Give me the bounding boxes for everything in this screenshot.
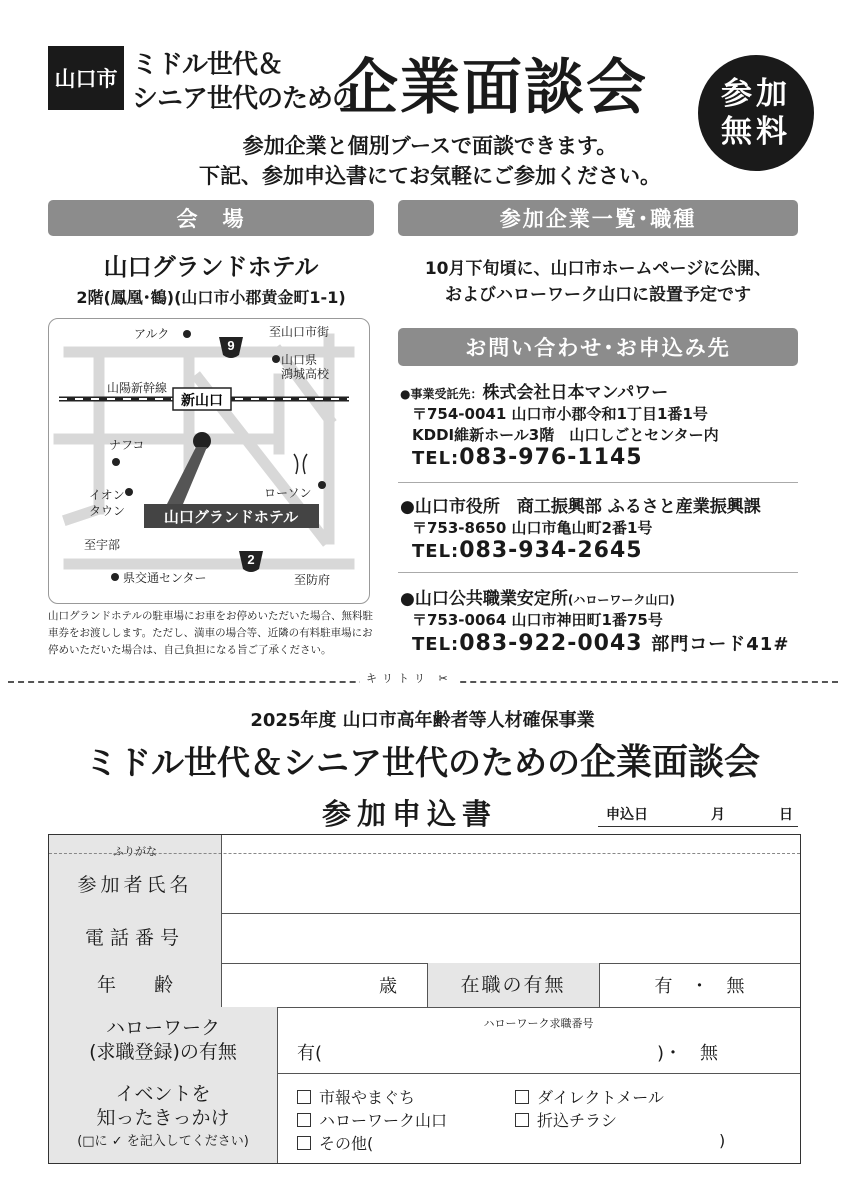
- cut-label: キリトリ ✂: [360, 670, 459, 686]
- hotel-address: 2階(鳳凰･鶴)(山口市小郡黄金町1-1): [76, 288, 346, 307]
- scissors-icon: ✂: [438, 672, 453, 685]
- map-to-yamaguchi: 至山口市街: [269, 325, 330, 339]
- hw-number-caption: ハローワーク求職番号: [483, 1017, 594, 1030]
- contact3-sub: (ハローワーク山口): [567, 593, 675, 607]
- contact2-addr: 〒753-8650 山口市亀山町2番1号: [412, 519, 653, 537]
- date-month: 月: [711, 807, 725, 823]
- event-label: [49, 1073, 277, 1163]
- contact2-name: ●山口市役所 商工振興部 ふるさと産業振興課: [400, 497, 761, 517]
- companies-heading: 参加企業一覧･職種: [398, 200, 798, 236]
- contact-1: [400, 378, 719, 470]
- venue-heading: 会 場: [48, 200, 374, 236]
- route2-shield: 2: [247, 552, 255, 567]
- contact3-code: 部門コード41#: [651, 634, 790, 655]
- age-unit: 歳: [379, 976, 397, 997]
- map-aeon-1: イオン: [89, 488, 125, 502]
- divider: [398, 572, 798, 573]
- free-line2: 無料: [721, 114, 791, 150]
- map-school-2: 鴻城高校: [281, 367, 330, 381]
- option-other[interactable]: その他(: [297, 1131, 373, 1154]
- companies-text: [398, 256, 798, 308]
- contact3-name: ●山口公共職業安定所: [400, 589, 568, 609]
- option-other-close: ): [719, 1131, 726, 1150]
- phone-field[interactable]: [221, 913, 800, 963]
- age-field[interactable]: [221, 963, 427, 1007]
- name-label-cell: [49, 835, 221, 913]
- furigana-field[interactable]: [221, 835, 800, 853]
- date-label: 申込日: [606, 807, 648, 823]
- hw-label: [49, 1007, 277, 1073]
- map-lawson: ローソン: [264, 486, 312, 500]
- contact-heading: お問い合わせ･お申込み先: [398, 328, 798, 366]
- subtitle-line2: シニア世代のための: [132, 84, 358, 114]
- option-city-news[interactable]: 市報やまぐち: [297, 1085, 415, 1108]
- divider: [277, 1007, 278, 1163]
- contact1-tel: 083-976-1145: [459, 445, 643, 470]
- phone-label: 電話番号: [49, 913, 221, 963]
- free-line1: 参加: [721, 76, 791, 112]
- checkbox-icon[interactable]: [297, 1090, 311, 1104]
- name-label: 参加者氏名: [77, 874, 193, 896]
- hw-field[interactable]: [277, 1007, 800, 1073]
- checkbox-icon[interactable]: [515, 1090, 529, 1104]
- parking-note: 山口グランドホテルの駐車場にお車をお停めいただいた場合、無料駐車券をお渡しします。ただし、満車の場合等、近隣の有料駐車場にお停めいただいた場合は、自己負担になる旨ご了承ください。: [48, 610, 373, 656]
- map-to-hofu: 至防府: [294, 573, 331, 587]
- event-label-1: イベントを: [115, 1083, 211, 1105]
- subtitle-line1: ミドル世代＆: [132, 50, 283, 80]
- checkbox-icon[interactable]: [297, 1136, 311, 1150]
- furigana-label: ふりがな: [113, 845, 157, 858]
- form-title: ミドル世代＆シニア世代のための企業面談会: [84, 742, 760, 783]
- contact3-tel: 083-922-0043: [459, 631, 643, 656]
- contact2-tel-label: TEL:: [412, 541, 460, 562]
- contact3-tel-label: TEL:: [412, 634, 460, 655]
- date-underline: [598, 826, 798, 827]
- contact1-addr2: KDDI維新ホール3階 山口しごとセンター内: [412, 426, 719, 444]
- contact-3: [400, 584, 789, 656]
- divider: [221, 835, 222, 1007]
- divider: [49, 853, 800, 854]
- hw-label-1: ハローワーク: [105, 1017, 220, 1039]
- event-label-2: 知ったきっかけ: [96, 1107, 230, 1129]
- checkbox-icon[interactable]: [515, 1113, 529, 1127]
- companies-line2: およびハローワーク山口に設置予定です: [445, 285, 751, 305]
- page-title: 企業面談会: [338, 53, 648, 123]
- city-badge: 山口市: [48, 46, 124, 110]
- contact1-label: ●事業受託先：: [400, 387, 483, 401]
- form-subtitle: 参加申込書: [322, 797, 498, 831]
- map-bus-center: 県交通センター: [123, 571, 207, 585]
- access-map: [48, 318, 370, 604]
- option-hello-work[interactable]: ハローワーク山口: [297, 1108, 447, 1131]
- map-hotel-label: 山口グランドホテル: [163, 509, 299, 526]
- contact1-name: 株式会社日本マンパワー: [482, 383, 669, 403]
- route9-shield: 9: [227, 338, 235, 353]
- intro-line2: 下記、参加申込書にてお気軽にご参加ください。: [199, 164, 661, 188]
- contact1-tel-label: TEL:: [412, 448, 460, 469]
- contact-2: [400, 492, 761, 563]
- map-school-1: 山口県: [281, 353, 318, 367]
- age-label: 年 齢: [49, 963, 221, 1007]
- contact3-addr: 〒753-0064 山口市神田町1番75号: [412, 611, 663, 629]
- divider: [398, 482, 798, 483]
- map-nafco: ナフコ: [109, 438, 145, 452]
- date-day: 日: [779, 807, 793, 823]
- divider: [599, 963, 600, 1007]
- name-field[interactable]: [221, 853, 800, 913]
- hw-label-2: (求職登録)の有無: [89, 1041, 237, 1063]
- application-form: [48, 834, 801, 1164]
- hw-no: )・ 無: [657, 1043, 719, 1064]
- form-year-line: 2025年度 山口市高年齢者等人材確保事業: [250, 710, 595, 731]
- employed-select[interactable]: 有 ・ 無: [654, 976, 745, 997]
- option-flyer[interactable]: 折込チラシ: [515, 1108, 617, 1131]
- checkbox-icon[interactable]: [297, 1113, 311, 1127]
- map-shinkansen: 山陽新幹線: [107, 381, 168, 395]
- event-label-3: (□に ✓ を記入してください): [77, 1134, 249, 1149]
- map-aeon-2: タウン: [89, 504, 126, 518]
- intro-line1: 参加企業と個別ブースで面談できます。: [242, 134, 618, 158]
- contact2-tel: 083-934-2645: [459, 538, 643, 563]
- divider: [427, 963, 428, 1007]
- contact1-addr1: 〒754-0041 山口市小郡令和1丁目1番1号: [412, 405, 708, 423]
- hw-yes: 有(: [297, 1043, 323, 1064]
- map-arc: アルク: [134, 327, 170, 341]
- station-label: 新山口: [181, 392, 223, 408]
- option-direct-mail[interactable]: ダイレクトメール: [515, 1085, 664, 1108]
- companies-line1: 10月下旬頃に、山口市ホームページに公開、: [424, 259, 772, 279]
- map-to-ube: 至宇部: [84, 538, 121, 552]
- hotel-name: 山口グランドホテル: [103, 253, 319, 281]
- employed-label: 在職の有無: [427, 963, 599, 1007]
